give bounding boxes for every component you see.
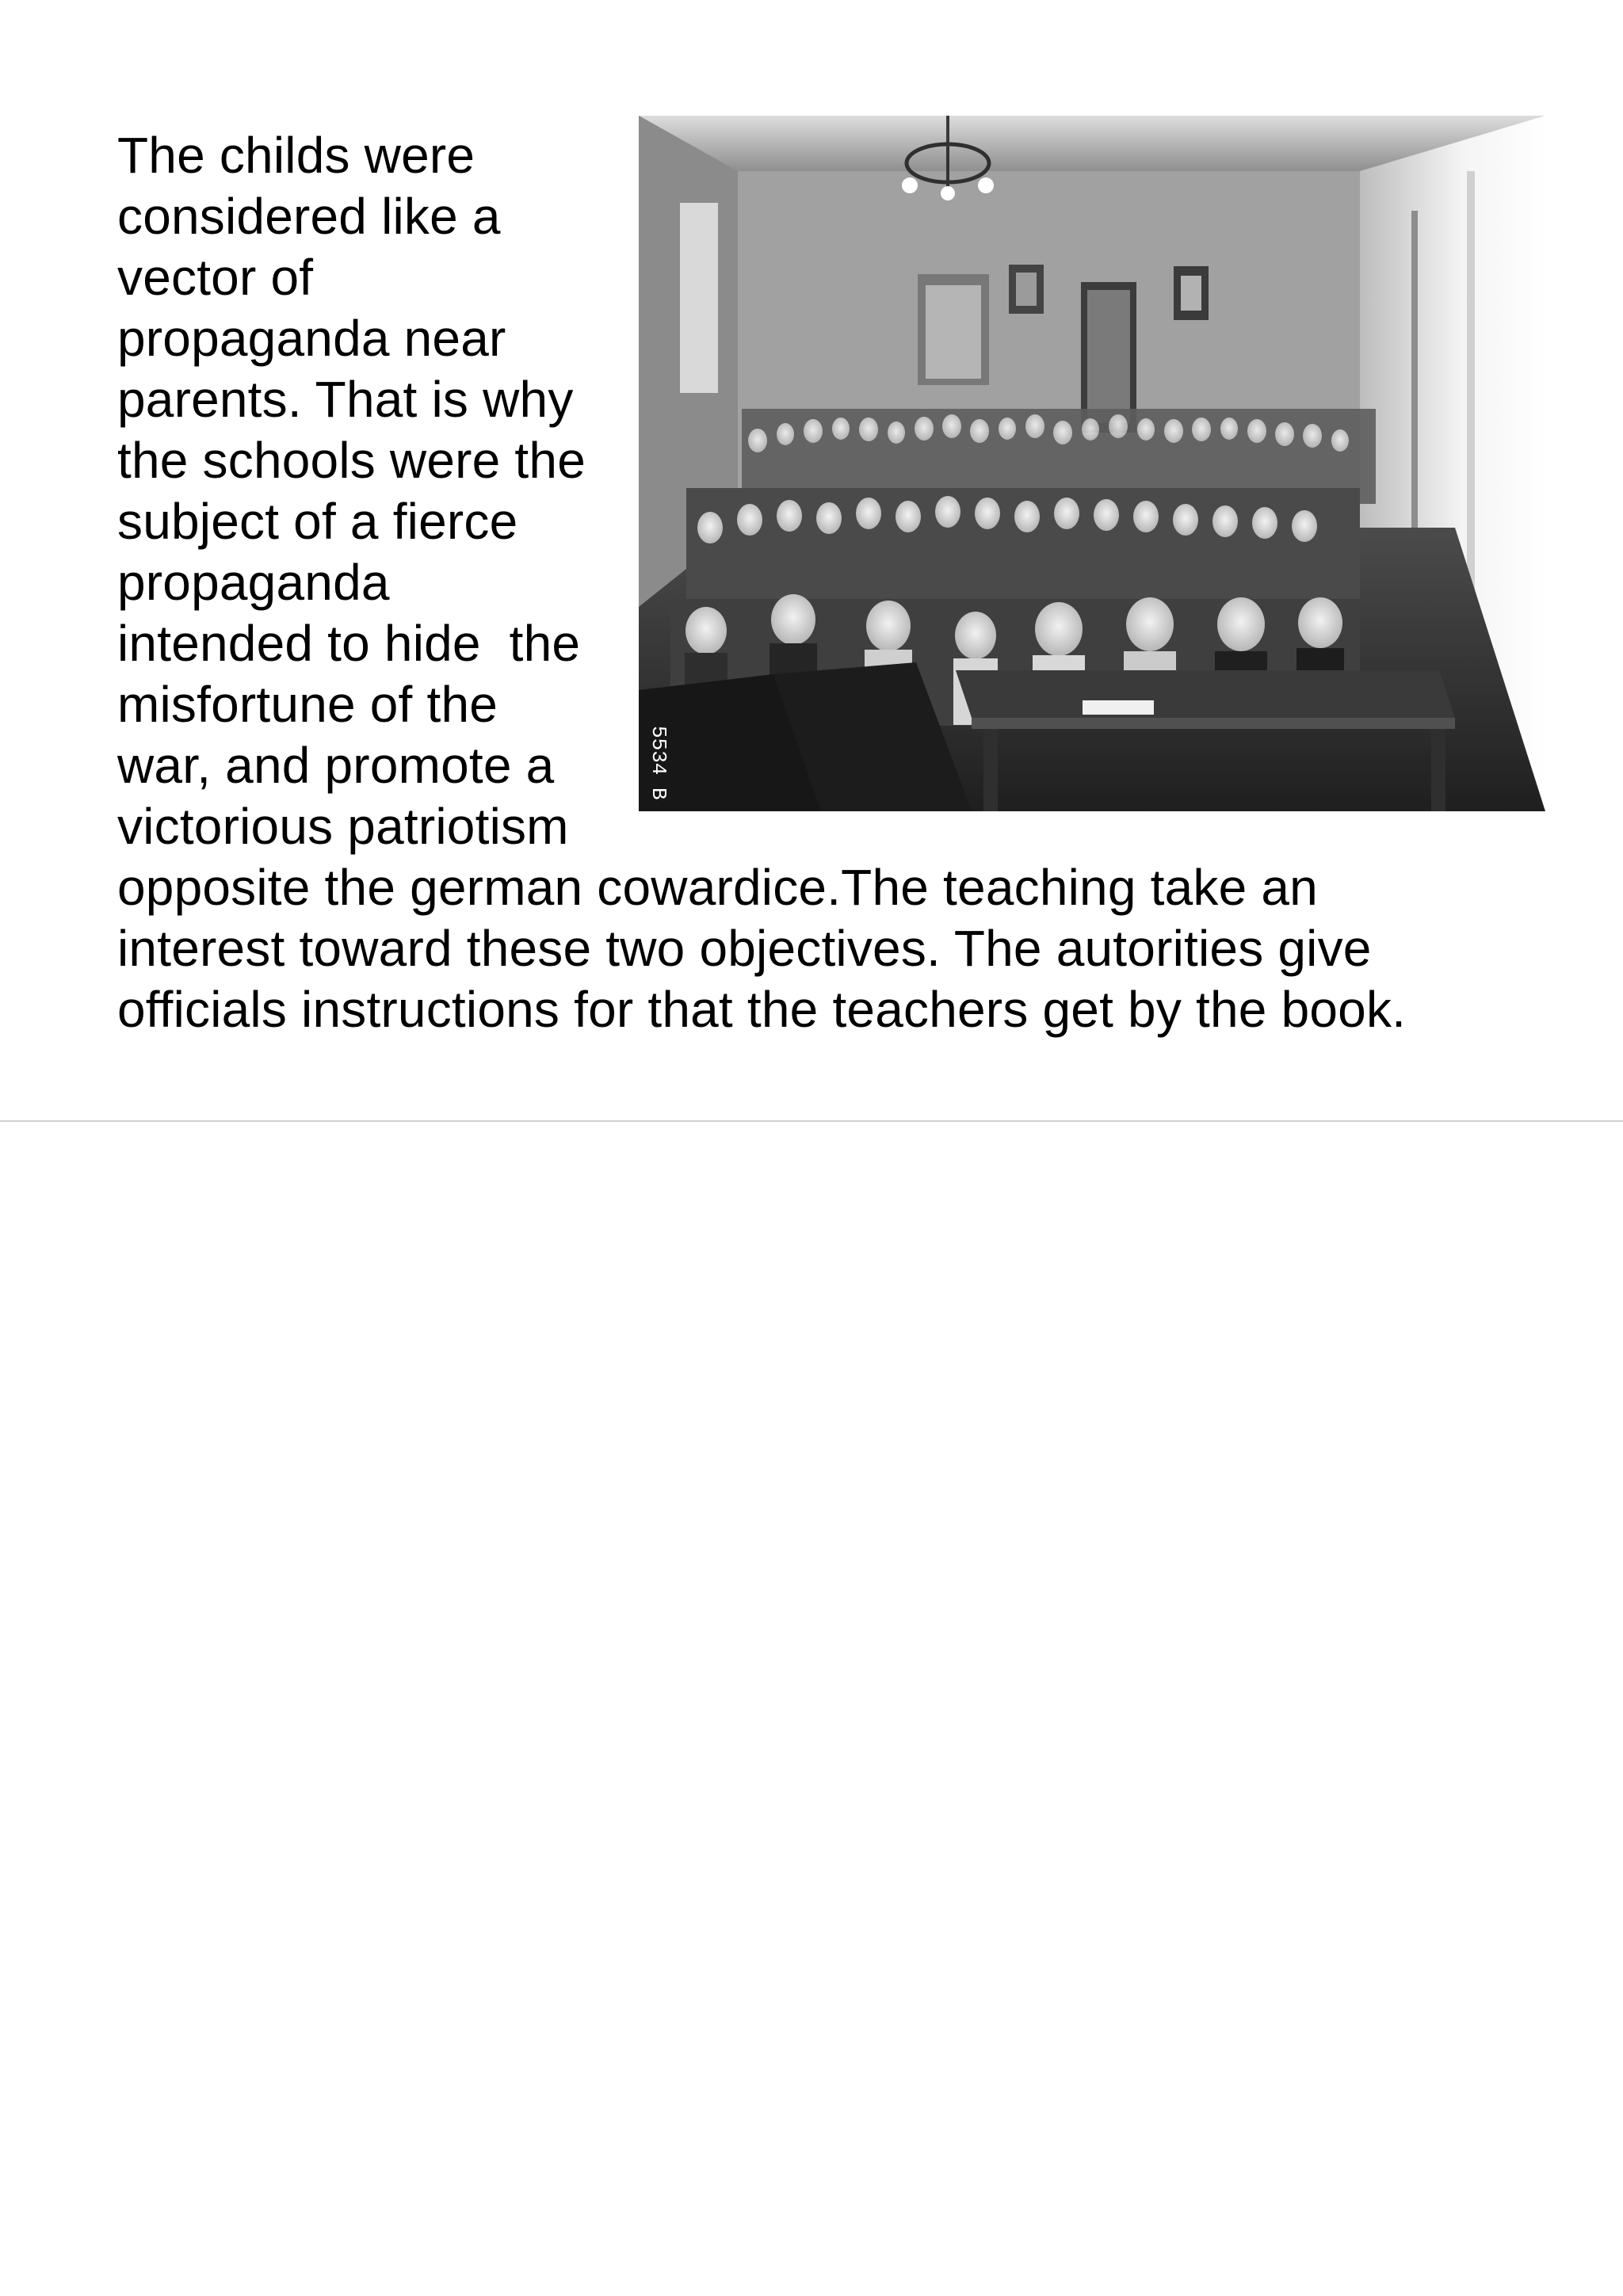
paragraph-line-7: subject of a fierce: [117, 493, 518, 550]
document-page: [0, 0, 1623, 1120]
paragraph-line-1: The childs were: [117, 127, 475, 184]
paragraph-line-4: propaganda near: [117, 310, 506, 367]
paragraph-line-6: the schools were the: [117, 432, 586, 489]
paragraph-line-3: vector of: [117, 249, 314, 306]
classroom-photo: [639, 116, 1545, 811]
paragraph-line-13: opposite the german cowardice.The teaching take an: [117, 859, 1318, 916]
paragraph-line-12: victorious patriotism: [117, 798, 569, 855]
paragraph-line-14: interest toward these two objectives. The autorities give: [117, 920, 1372, 977]
paragraph-line-8: propaganda: [117, 554, 390, 611]
paragraph-line-15: officials instructions for that the teachers get by the book.: [117, 981, 1407, 1038]
paragraph-line-10: misfortune of the: [117, 676, 498, 733]
blank-page-area: [0, 1122, 1623, 2296]
paragraph-line-11: war, and promote a: [117, 737, 555, 794]
photo-code-label: 5534 B: [647, 726, 670, 800]
paragraph-line-2: considered like a: [117, 188, 501, 245]
paragraph-line-5: parents. That is why: [117, 371, 574, 428]
paragraph-line-9: intended to hide the: [117, 615, 581, 672]
